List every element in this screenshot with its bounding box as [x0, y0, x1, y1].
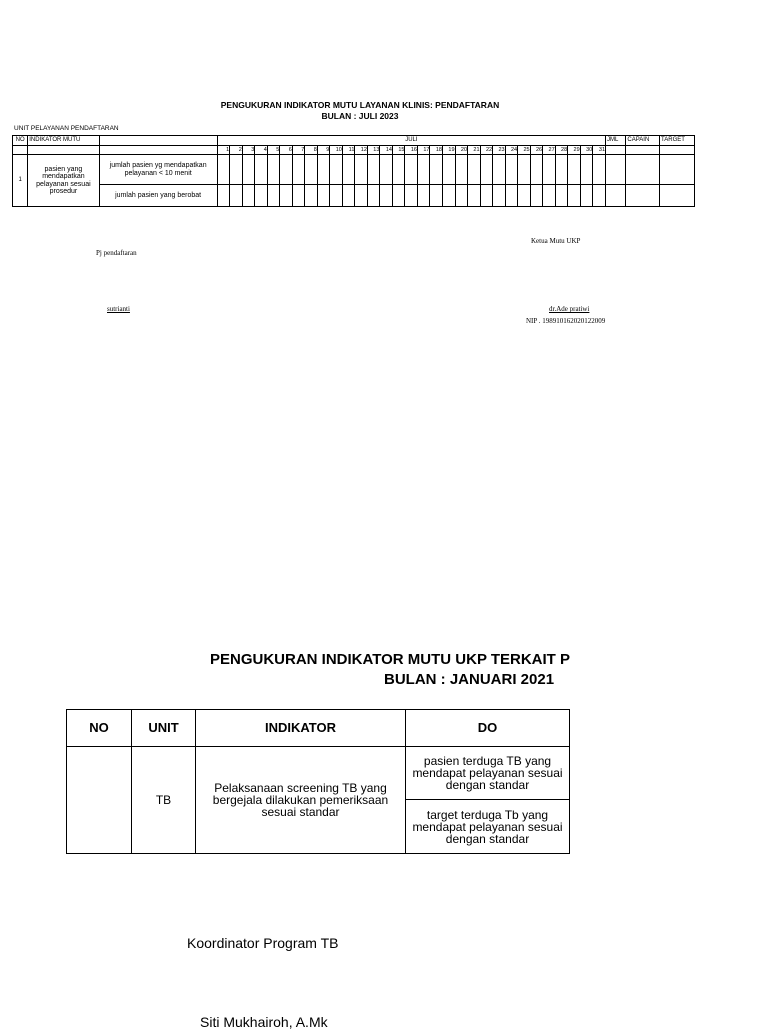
- value-cell: [380, 155, 393, 185]
- indicator-table: [12, 135, 695, 207]
- day-cell: 24: [505, 146, 518, 155]
- value-cell: [626, 155, 660, 185]
- day-cell: 26: [530, 146, 543, 155]
- value-cell: [255, 155, 268, 185]
- day-cell: 19: [443, 146, 456, 155]
- value-cell: [455, 155, 468, 185]
- value-cell: [430, 185, 443, 207]
- value-cell: [292, 155, 305, 185]
- tb-coordinator-role: Koordinator Program TB: [187, 935, 339, 951]
- day-cell: 29: [568, 146, 581, 155]
- row-no: 1: [13, 155, 28, 207]
- value-cell: [280, 185, 293, 207]
- unit-label: UNIT PELAYANAN PENDAFTARAN: [14, 125, 119, 132]
- row-do-2: target terduga Tb yang mendapat pelayanan sesuai dengan standar: [406, 800, 570, 854]
- value-cell: [593, 155, 606, 185]
- value-cell: [480, 185, 493, 207]
- day-cell: 8: [305, 146, 318, 155]
- value-cell: [660, 155, 695, 185]
- value-cell: [468, 185, 481, 207]
- day-cell: 14: [380, 146, 393, 155]
- value-cell: [405, 185, 418, 207]
- day-cell: 3: [242, 146, 255, 155]
- day-cell: 17: [417, 146, 430, 155]
- day-cell: 22: [480, 146, 493, 155]
- value-cell: [543, 185, 556, 207]
- report2-title-clip: [0, 640, 578, 700]
- tb-table-clip: [66, 709, 570, 859]
- value-cell: [417, 155, 430, 185]
- value-cell: [468, 155, 481, 185]
- value-cell: [543, 155, 556, 185]
- value-cell: [230, 155, 243, 185]
- value-cell: [330, 185, 343, 207]
- value-cell: [518, 155, 531, 185]
- value-cell: [606, 155, 626, 185]
- day-cell: 28: [555, 146, 568, 155]
- value-cell: [292, 185, 305, 207]
- report1-title: PENGUKURAN INDIKATOR MUTU LAYANAN KLINIS: PENDAFTARAN: [220, 100, 500, 110]
- value-cell: [342, 185, 355, 207]
- value-cell: [355, 155, 368, 185]
- day-cell: 6: [280, 146, 293, 155]
- value-cell: [606, 185, 626, 207]
- sign-left-name: sutrianti: [107, 305, 130, 313]
- value-cell: [230, 185, 243, 207]
- header-blank: [99, 136, 217, 146]
- value-cell: [580, 155, 593, 185]
- day-cell: 12: [355, 146, 368, 155]
- value-cell: [505, 185, 518, 207]
- value-cell: [530, 185, 543, 207]
- sign-right-name: dr.Ade pratiwi: [549, 305, 590, 313]
- value-cell: [405, 155, 418, 185]
- day-cell: 23: [493, 146, 506, 155]
- value-cell: [530, 155, 543, 185]
- value-cell: [330, 155, 343, 185]
- row-do-1: pasien terduga TB yang mendapat pelayanan sesuai dengan standar: [406, 747, 570, 800]
- day-cell: 5: [267, 146, 280, 155]
- value-cell: [518, 185, 531, 207]
- value-cell: [493, 185, 506, 207]
- value-cell: [305, 185, 318, 207]
- row-indicator: pasien yang mendapatkan pelayanan sesuai prosedur: [28, 155, 99, 207]
- value-cell: [217, 185, 230, 207]
- day-cell: 7: [292, 146, 305, 155]
- value-cell: [392, 185, 405, 207]
- row-indicator: Pelaksanaan screening TB yang bergejala dilakukan pemeriksaan sesuai standar: [196, 747, 406, 854]
- value-cell: [417, 185, 430, 207]
- header-month: JULI: [217, 136, 605, 146]
- value-cell: [443, 155, 456, 185]
- day-cell: 25: [518, 146, 531, 155]
- value-cell: [267, 185, 280, 207]
- row-numerator: jumlah pasien yg mendapatkan pelayanan < 10 menit: [99, 155, 217, 185]
- value-cell: [568, 155, 581, 185]
- day-cell: 4: [255, 146, 268, 155]
- value-cell: [555, 155, 568, 185]
- day-cell: 1: [217, 146, 230, 155]
- header-no: NO: [13, 136, 28, 146]
- day-cell: 21: [468, 146, 481, 155]
- value-cell: [280, 155, 293, 185]
- value-cell: [580, 185, 593, 207]
- value-cell: [430, 155, 443, 185]
- value-cell: [367, 185, 380, 207]
- day-cell: 2: [230, 146, 243, 155]
- value-cell: [455, 185, 468, 207]
- day-row-blank: [606, 146, 626, 155]
- value-cell: [555, 185, 568, 207]
- day-cell: 10: [330, 146, 343, 155]
- value-cell: [443, 185, 456, 207]
- row-no: [67, 747, 132, 854]
- day-cell: 30: [580, 146, 593, 155]
- day-cell: 15: [392, 146, 405, 155]
- value-cell: [342, 155, 355, 185]
- value-cell: [242, 185, 255, 207]
- value-cell: [217, 155, 230, 185]
- header-unit: UNIT: [132, 710, 196, 747]
- value-cell: [593, 185, 606, 207]
- value-cell: [255, 185, 268, 207]
- day-cell: 9: [317, 146, 330, 155]
- value-cell: [355, 185, 368, 207]
- day-cell: 18: [430, 146, 443, 155]
- sign-right-nip: NIP . 198910162020122009: [526, 317, 606, 325]
- day-row-blank: [660, 146, 695, 155]
- value-cell: [480, 155, 493, 185]
- value-cell: [317, 185, 330, 207]
- value-cell: [267, 155, 280, 185]
- value-cell: [367, 155, 380, 185]
- value-cell: [317, 155, 330, 185]
- sign-left-role: Pj pendaftaran: [96, 249, 137, 257]
- sign-right-role: Ketua Mutu UKP: [531, 237, 581, 245]
- report1-subtitle: BULAN : JULI 2023: [321, 111, 399, 121]
- report2-subtitle: BULAN : JANUARI 2021: [384, 671, 555, 688]
- value-cell: [626, 185, 660, 207]
- header-jml: JML: [606, 136, 626, 146]
- value-cell: [493, 155, 506, 185]
- day-cell: 16: [405, 146, 418, 155]
- day-row-blank: [28, 146, 99, 155]
- day-cell: 27: [543, 146, 556, 155]
- header-do: DO: [406, 710, 570, 747]
- header-no: NO: [67, 710, 132, 747]
- day-cell: 31: [593, 146, 606, 155]
- value-cell: [660, 185, 695, 207]
- day-cell: 13: [367, 146, 380, 155]
- tb-indicator-table: [66, 709, 570, 854]
- day-row-blank: [626, 146, 660, 155]
- header-indikator: INDIKATOR MUTU: [28, 136, 99, 146]
- value-cell: [305, 155, 318, 185]
- day-cell: 20: [455, 146, 468, 155]
- tb-coordinator-name: Siti Mukhairoh, A.Mk: [200, 1014, 328, 1030]
- value-cell: [242, 155, 255, 185]
- row-denominator: jumlah pasien yang berobat: [99, 185, 217, 207]
- day-row-blank: [99, 146, 217, 155]
- value-cell: [505, 155, 518, 185]
- day-row-blank: [13, 146, 28, 155]
- header-capain: CAPAIN: [626, 136, 660, 146]
- value-cell: [392, 155, 405, 185]
- header-indikator: INDIKATOR: [196, 710, 406, 747]
- value-cell: [568, 185, 581, 207]
- value-cell: [380, 185, 393, 207]
- day-cell: 11: [342, 146, 355, 155]
- header-target: TARGET: [660, 136, 695, 146]
- row-unit: TB: [132, 747, 196, 854]
- report2-title: PENGUKURAN INDIKATOR MUTU UKP TERKAIT P: [210, 651, 571, 668]
